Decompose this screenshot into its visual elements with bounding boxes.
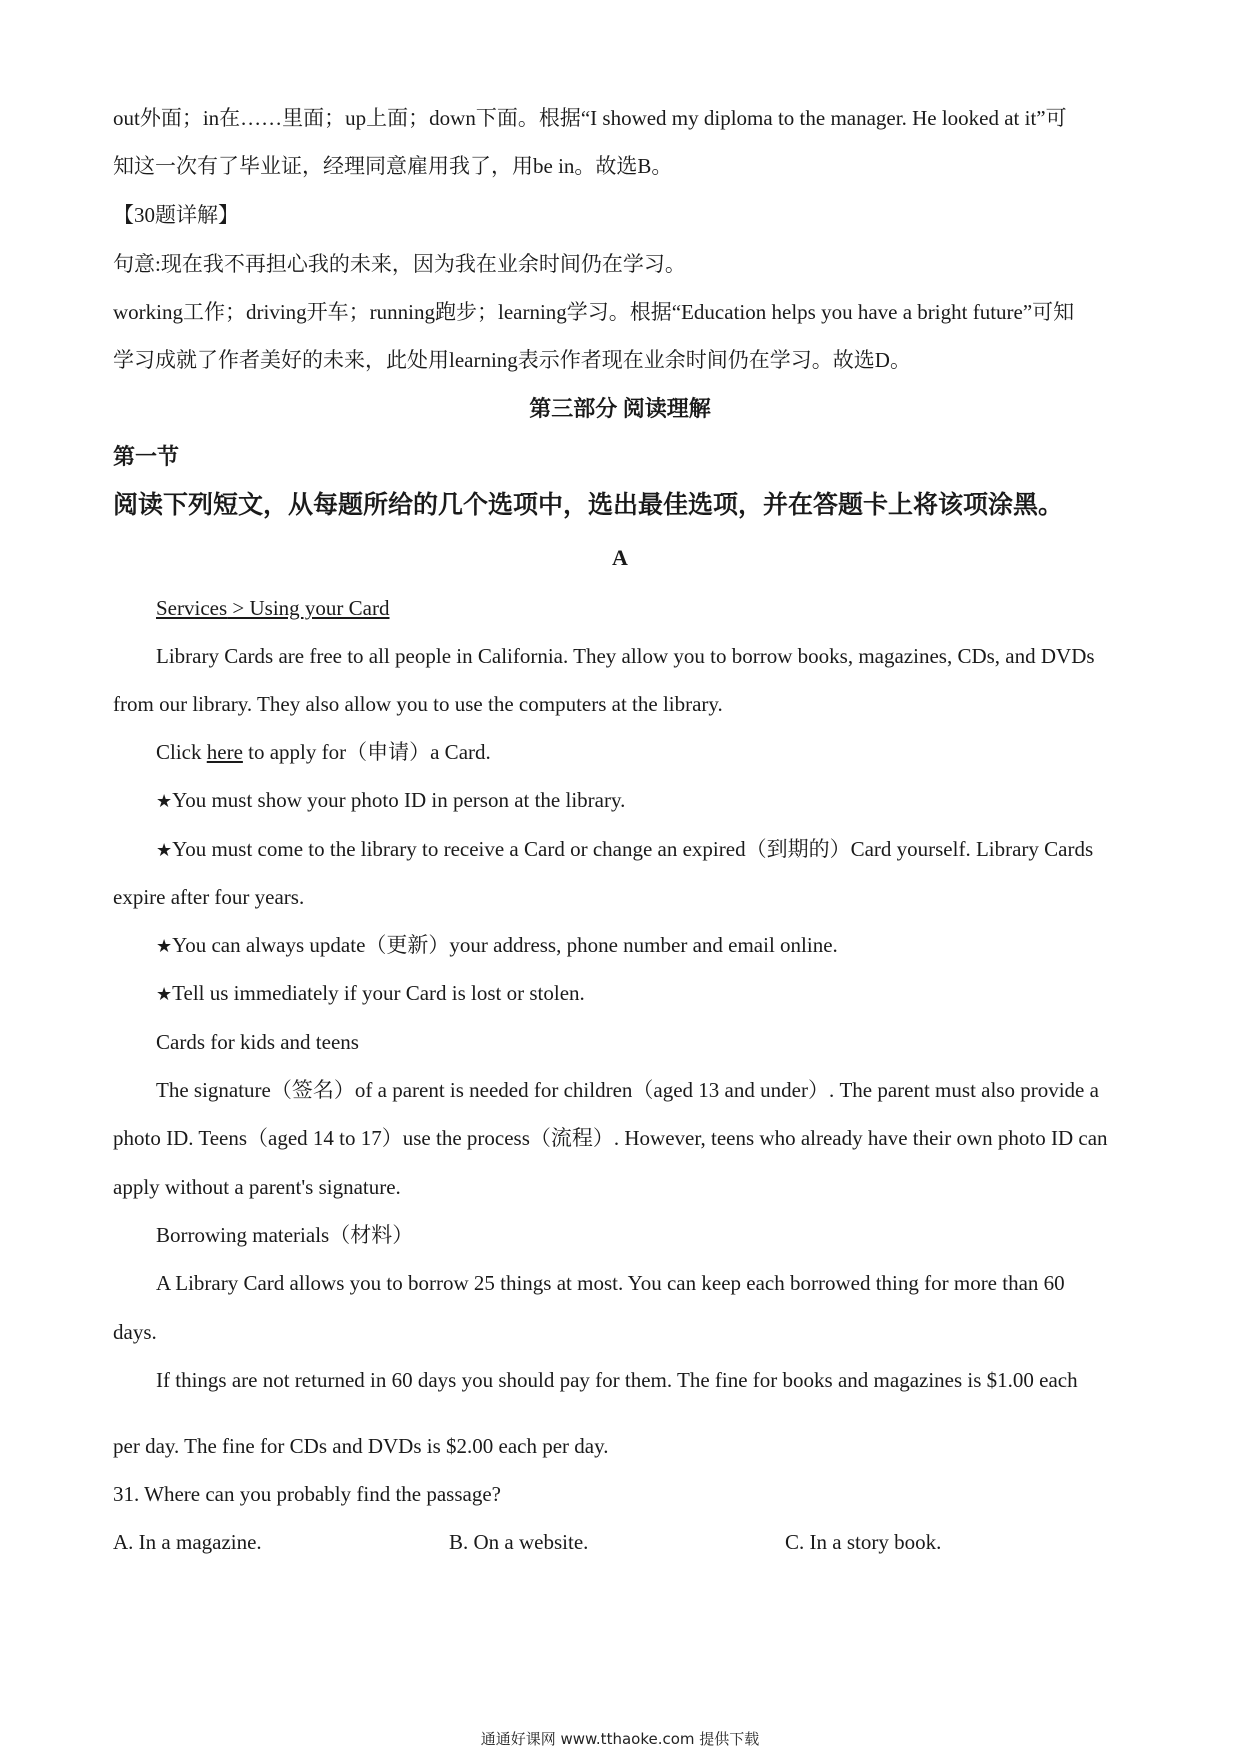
borrow-line-2: days. [113, 1320, 157, 1344]
borrow-line-1: A Library Card allows you to borrow 25 things at most. You can keep each borrowed thing for more than 60 [156, 1271, 1065, 1295]
rule-text-continued: expire after four years. [113, 885, 305, 909]
passage-label: A [612, 545, 628, 570]
page-footer: 通通好课网 www.tthaoke.com 提供下载 [480, 1730, 760, 1748]
breadcrumb-using-card-link[interactable]: Using your Card [249, 596, 390, 620]
rule-text: Tell us immediately if your Card is lost or stolen. [172, 981, 585, 1005]
explanation-29-line-1: out外面；in在……里面；up上面；down下面。根据“I showed my diploma to the manager. He looked at it”可 [113, 106, 1067, 130]
fine-line-2: per day. The fine for CDs and DVDs is $2.00 each per day. [113, 1434, 609, 1458]
explanation-30-meaning: 句意:现在我不再担心我的未来，因为我在业余时间仍在学习。 [113, 252, 686, 276]
borrow-heading: Borrowing materials（材料） [156, 1223, 414, 1247]
kids-line-3: apply without a parent's signature. [113, 1175, 401, 1199]
part-title: 第三部分 阅读理解 [529, 396, 711, 421]
option-c: C. In a story book. [785, 1530, 942, 1554]
star-icon: ★ [156, 840, 173, 860]
kids-line-2: photo ID. Teens（aged 14 to 17）use the process（流程）. However, teens who already have their own photo ID can [113, 1126, 1108, 1150]
breadcrumb-separator: > [227, 596, 250, 620]
explanation-29-line-2: 知这一次有了毕业证，经理同意雇用我了，用be in。故选B。 [113, 154, 673, 178]
explanation-30-line-2: 学习成就了作者美好的未来，此处用learning表示作者现在业余时间仍在学习。故选D。 [113, 348, 911, 372]
apply-here-link[interactable]: here [206, 740, 243, 764]
star-icon: ★ [156, 984, 173, 1004]
fine-line-1: If things are not returned in 60 days you should pay for them. The fine for books and magazines is $1.00 each [156, 1368, 1078, 1392]
breadcrumb-services-link[interactable]: Services [156, 596, 228, 620]
rule-text: You can always update（更新）your address, phone number and email online. [172, 933, 838, 957]
kids-heading: Cards for kids and teens [156, 1030, 359, 1054]
rule-item [156, 931, 1130, 960]
explanation-30-line-1: working工作；driving开车；running跑步；learning学习。根据“Education helps you have a bright future”可知 [113, 300, 1075, 324]
rule-text: You must show your photo ID in person at the library. [172, 788, 626, 812]
question-31-stem: 31. Where can you probably find the passage? [113, 1482, 501, 1506]
intro-line-1: Library Cards are free to all people in California. They allow you to borrow books, magazines, CDs, and DVDs [156, 644, 1095, 668]
kids-line-1: The signature（签名）of a parent is needed for children（aged 13 and under）. The parent must also provide a [156, 1078, 1099, 1102]
rule-item [156, 786, 1130, 815]
section-instruction: 阅读下列短文，从每题所给的几个选项中，选出最佳选项，并在答题卡上将该项涂黑。 [113, 492, 1064, 519]
star-icon: ★ [156, 791, 173, 811]
intro-line-2: from our library. They also allow you to use the computers at the library. [113, 692, 723, 716]
apply-text-before: Click [156, 740, 207, 764]
breadcrumb [156, 594, 1130, 622]
section-title: 第一节 [113, 444, 180, 469]
rule-item [156, 979, 1130, 1008]
apply-text-after: to apply for（申请）a Card. [242, 740, 491, 764]
option-a: A. In a magazine. [113, 1530, 262, 1554]
star-icon: ★ [156, 936, 173, 956]
rule-text: You must come to the library to receive a Card or change an expired（到期的）Card yourself. Library Cards [172, 837, 1094, 861]
option-b: B. On a website. [449, 1530, 589, 1554]
apply-line [156, 738, 1130, 766]
rule-item [156, 835, 1130, 864]
explanation-30-heading: 【30题详解】 [113, 203, 239, 227]
